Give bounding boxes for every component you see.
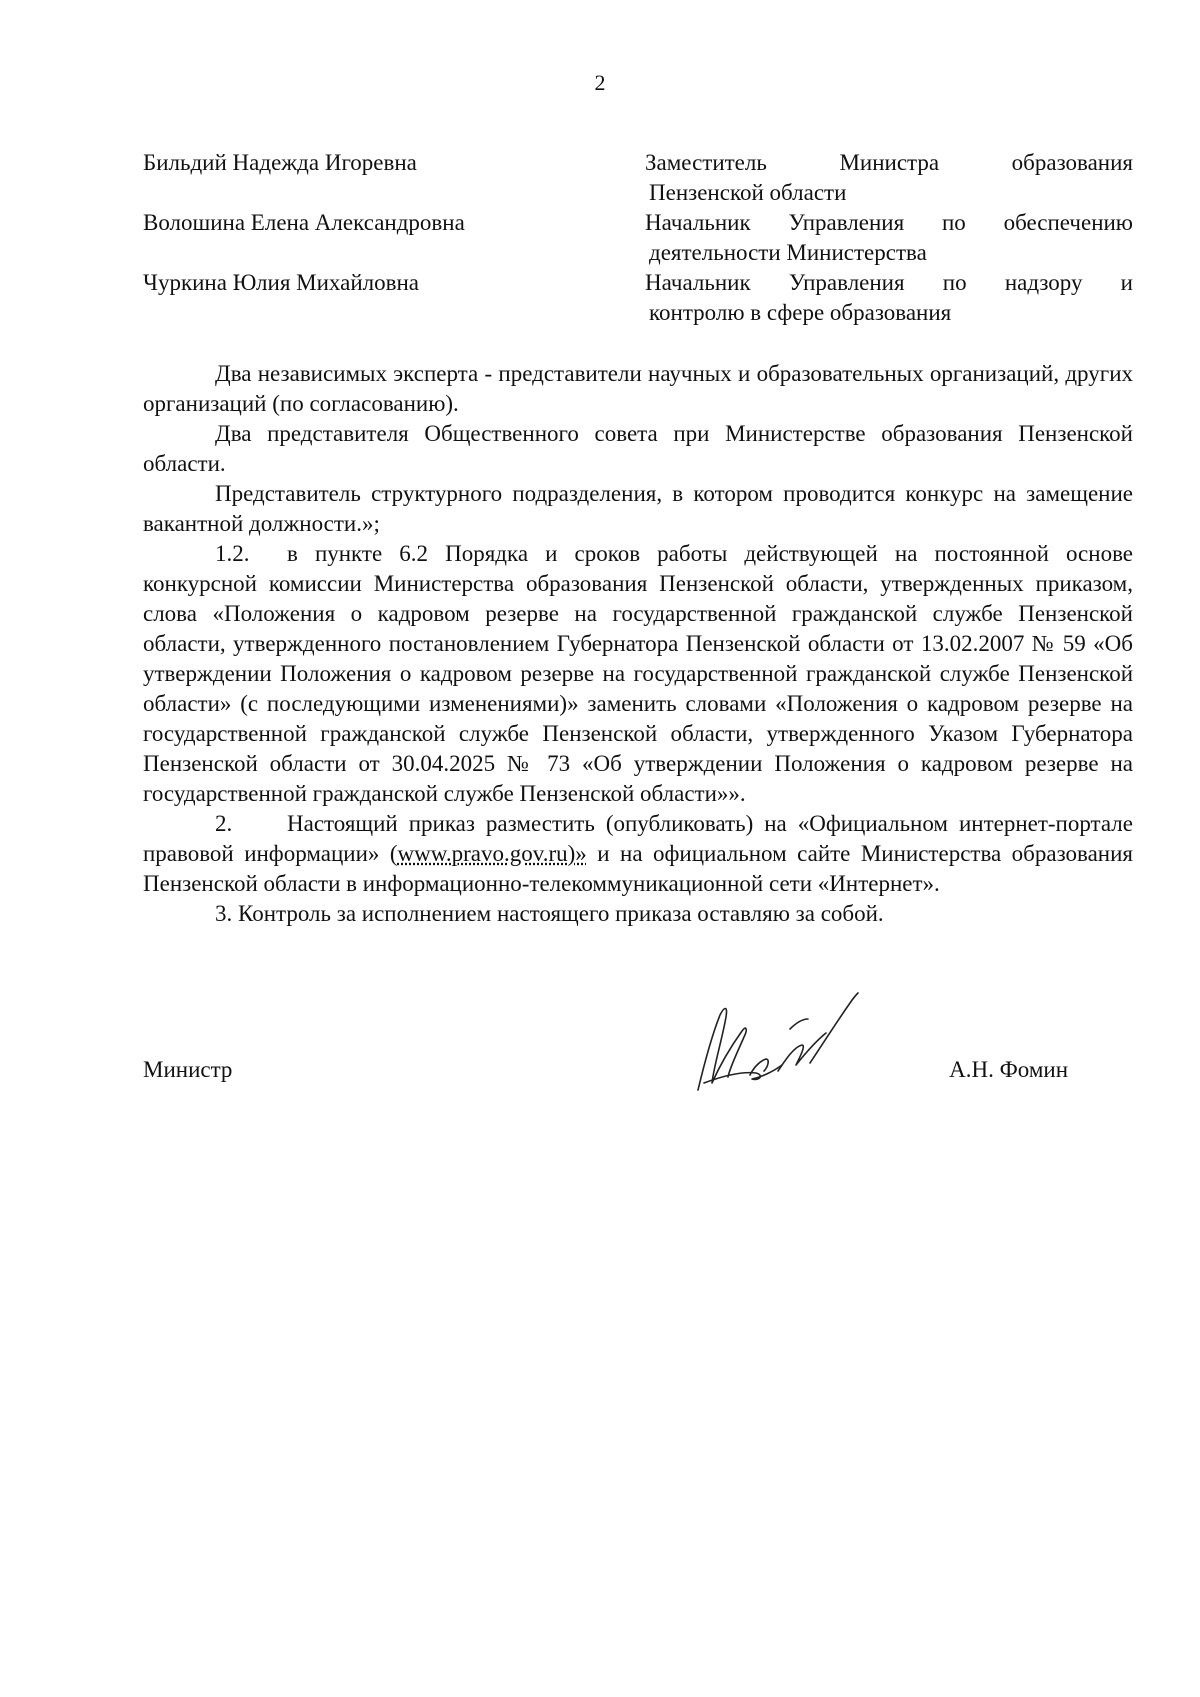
paragraph-item-3: 3. Контроль за исполнением настоящего приказа оставляю за собой. [215,901,884,926]
paragraph-item-1-2 [143,539,1133,809]
member-name: Волошина Елена Александровна [143,210,465,235]
paragraph-experts: Два независимых эксперта - представители научных и образовательных организаций, других организаций (по согласованию). [143,361,1133,416]
member-role-line: контролю в сфере образования [649,300,952,325]
member-role [645,268,1133,328]
member-row [143,148,1133,208]
member-role-line: Начальник Управления по надзору и [645,270,1133,295]
item-number: 2. [215,811,233,836]
item-text: в пункте 6.2 Порядка и сроков работы действующей на постоянной основе конкурсной комиссии Министерства образования Пензенской области, утвержденных приказом, слова «Положения о кадровом резерве на государственной гражданской службе Пензенской области, утвержденного постановлением Губернатора Пензенской области от 13.02.2007 № 59 «Об утверждении Положения о кадровом резерве на государственной гражданской службе Пензенской области» (с последующими изменениями)» заменить словами «Положения о кадровом резерве на государственной гражданской службе Пензенской области, утвержденного Указом Губернатора Пензенской области от 30.04.2025 № 73 «Об утверждении Положения о кадровом резерве на государственной гражданской службе Пензенской области»». [143,541,1133,806]
signatory-name: А.Н. Фомин [949,1057,1068,1082]
paragraph-structural-unit: Представитель структурного подразделения, в котором проводится конкурс на замещение вакантной должности.»; [143,481,1133,536]
page-number: 2 [594,70,606,95]
member-name: Бильдий Надежда Игоревна [143,150,417,175]
handwritten-signature [690,985,870,1095]
item-text-before-link: Настоящий приказ разместить (опубликовать) на «Официальном интернет-портале правовой информации» ( [143,811,1133,866]
member-role-line: Пензенской области [649,180,847,205]
member-name: Чуркина Юлия Михайловна [143,270,419,295]
member-role [645,208,1133,268]
member-role-line: деятельности Министерства [649,240,927,265]
member-role-line: Начальник Управления по обеспечению [645,210,1133,235]
member-row [143,268,1133,328]
signatory-title: Министр [143,1057,233,1082]
item-number: 1.2. [215,541,250,566]
commission-members-list [143,148,1133,328]
item-text-after-link: и на официальном сайте Министерства образования Пензенской области в информационно-телекоммуникационной сети «Интернет». [143,841,1134,896]
member-row [143,208,1133,268]
pravo-gov-link[interactable]: www.pravo.gov.ru)» [397,841,587,866]
member-role-line: Заместитель Министра образования [645,150,1133,175]
order-body [143,359,1133,929]
member-role [645,148,1133,208]
paragraph-item-2 [143,809,1133,899]
paragraph-public-council: Два представителя Общественного совета при Министерстве образования Пензенской области. [143,421,1133,476]
